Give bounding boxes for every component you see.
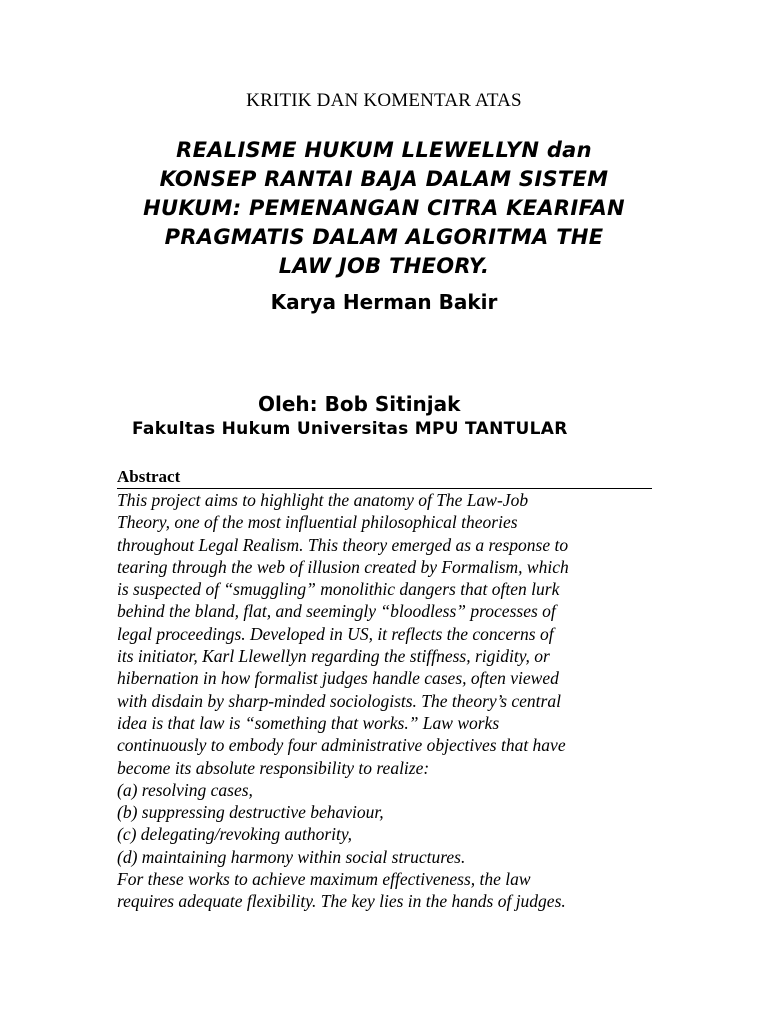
title-line: PRAGMATIS DALAM ALGORITMA THE [164, 225, 604, 249]
abstract-line: (b) suppressing destructive behaviour, [117, 802, 384, 823]
document-title [104, 136, 664, 281]
abstract-body [117, 489, 662, 913]
abstract-line: (c) delegating/revoking authority, [117, 824, 353, 845]
title-line: LAW JOB THEORY. [278, 254, 490, 278]
reviewer-name: Oleh: Bob Sitinjak [258, 392, 461, 416]
abstract-line: tearing through the web of illusion created by Formalism, which [117, 556, 569, 577]
work-author: Karya Herman Bakir [270, 290, 498, 314]
abstract-line: with disdain by sharp-minded sociologists. The theory’s central [117, 690, 561, 711]
abstract-line: legal proceedings. Developed in US, it reflects the concerns of [117, 623, 554, 644]
abstract-line: hibernation in how formalist judges handle cases, often viewed [117, 668, 559, 689]
abstract-line: is suspected of “smuggling” monolithic dangers that often lurk [117, 579, 560, 600]
abstract-line: idea is that law is “something that works.” Law works [117, 712, 500, 733]
abstract-line: throughout Legal Realism. This theory emerged as a response to [117, 534, 569, 555]
abstract-line: behind the bland, flat, and seemingly “bloodless” processes of [117, 601, 556, 622]
abstract-heading: Abstract [117, 467, 181, 486]
document-kicker: KRITIK DAN KOMENTAR ATAS [246, 90, 522, 111]
affiliation: Fakultas Hukum Universitas MPU TANTULAR [132, 419, 568, 439]
abstract-line: Theory, one of the most influential philosophical theories [117, 512, 518, 533]
title-line: REALISME HUKUM LLEWELLYN dan [176, 138, 592, 162]
abstract-line: continuously to embody four administrative objectives that have [117, 735, 566, 756]
abstract-line: For these works to achieve maximum effectiveness, the law [117, 869, 531, 890]
abstract-line: become its absolute responsibility to realize: [117, 757, 430, 778]
title-line: KONSEP RANTAI BAJA DALAM SISTEM [159, 167, 609, 191]
abstract-line: requires adequate flexibility. The key lies in the hands of judges. [117, 891, 566, 912]
abstract-line: (a) resolving cases, [117, 779, 253, 800]
abstract-line: (d) maintaining harmony within social structures. [117, 846, 466, 867]
title-line: HUKUM: PEMENANGAN CITRA KEARIFAN [143, 196, 625, 220]
abstract-line: This project aims to highlight the anatomy of The Law-Job [117, 490, 529, 510]
abstract-line: its initiator, Karl Llewellyn regarding the stiffness, rigidity, or [117, 646, 550, 667]
